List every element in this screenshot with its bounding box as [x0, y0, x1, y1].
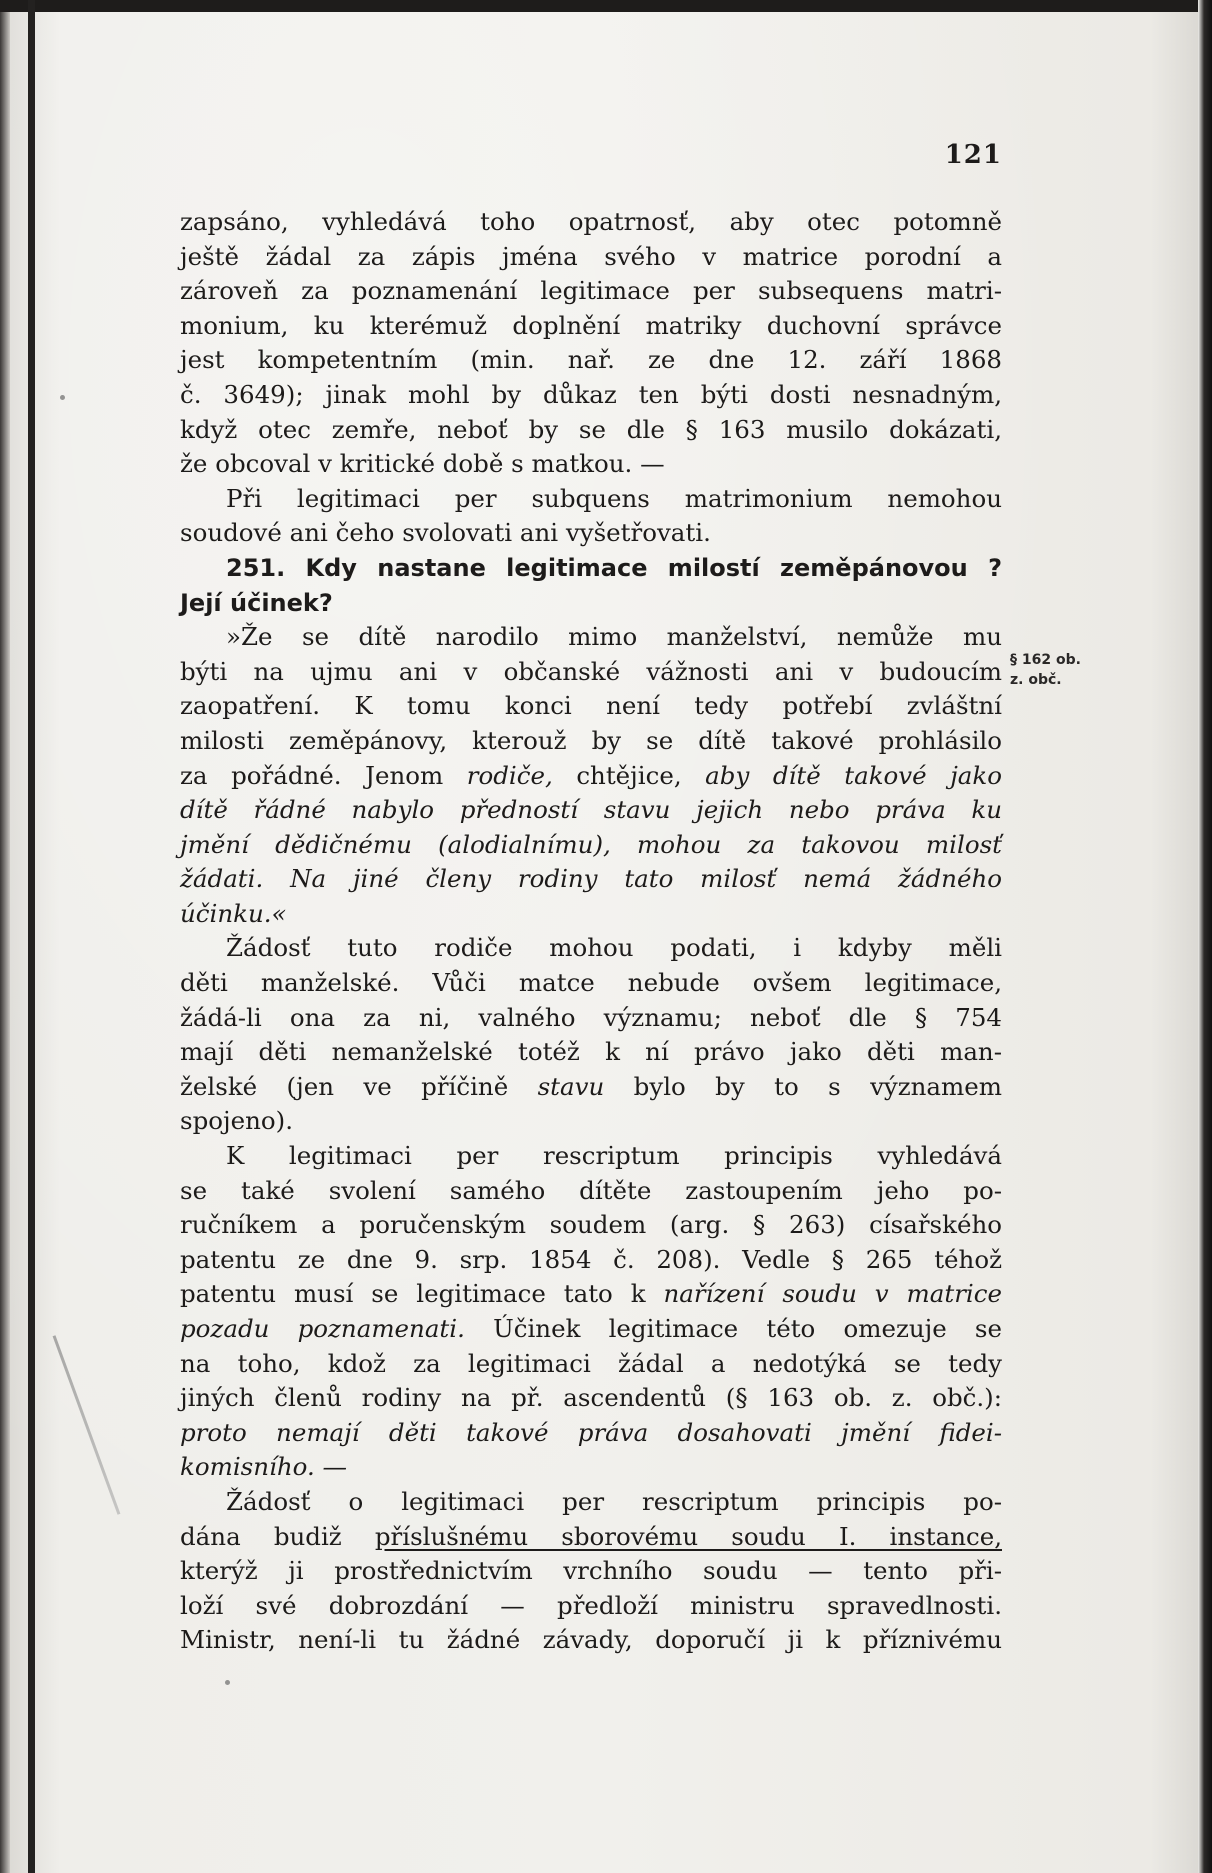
text-line: Žádosť o legitimaci per rescriptum principis po- — [226, 1486, 1002, 1516]
text-line: »Že se dítě narodilo mimo manželství, nemůže mu — [226, 622, 1002, 652]
text-line — [180, 1070, 1002, 1105]
text-line: patentu ze dne 9. srp. 1854 č. 208). Vedle § 265 téhož — [180, 1244, 1002, 1274]
scan-left-edge — [0, 0, 10, 1873]
margin-note-line: § 162 ob. — [1010, 652, 1081, 668]
text-line: když otec zemře, neboť by se dle § 163 musilo dokázati, — [180, 414, 1002, 444]
text-line: zároveň za poznamenání legitimace per subsequens matri- — [180, 276, 1002, 306]
text-segment: Účinek legitimace této omezuje se — [464, 1314, 1002, 1343]
text-line: loží své dobrozdání — předloží ministru spravedlnosti. — [180, 1590, 1002, 1620]
text-line: č. 3649); jinak mohl by důkaz ten býti dosti nesnadným, — [180, 379, 1002, 409]
text-segment: dána budiž — [180, 1521, 375, 1551]
text-line: jiných členů rodiny na př. ascendentů (§ 163 ob. z. obč.): — [180, 1383, 1002, 1413]
text-line: zaopatření. K tomu konci není tedy potřebí zvláštní — [180, 691, 1002, 721]
scan-top-border — [0, 0, 1212, 12]
text-line — [180, 1277, 1002, 1312]
scan-right-edge — [1198, 0, 1212, 1873]
text-line: že obcoval v kritické době s matkou. — — [180, 449, 665, 479]
text-segment: aby dítě takové jako — [705, 760, 1002, 790]
text-segment: za pořádné. Jenom — [180, 760, 467, 790]
text-segment: pozadu poznamenati. — [180, 1314, 465, 1343]
text-line: býti na ujmu ani v občanské vážnosti ani v budoucím — [180, 656, 1002, 686]
text-line: soudové ani čeho svolovati ani vyšetřovati. — [180, 518, 711, 548]
text-segment: stavu — [537, 1071, 605, 1101]
text-line: proto nemají děti takové práva dosahovati jmění fidei- — [180, 1417, 1002, 1447]
text-line: K legitimaci per rescriptum principis vyhledává — [226, 1141, 1002, 1171]
text-line: žádá-li ona za ni, valného významu; neboť dle § 754 — [180, 1002, 1002, 1032]
text-line: komisního. — — [180, 1452, 348, 1482]
text-line — [180, 759, 1002, 794]
section-heading-line: 251. Kdy nastane legitimace milostí zeměpánovou ? — [226, 553, 1002, 582]
text-segment: patentu musí se legitimace tato k — [180, 1279, 664, 1309]
text-line: spojeno). — [180, 1106, 293, 1136]
text-line: jest kompetentním (min. nař. ze dne 12. září 1868 — [180, 345, 1002, 375]
text-line: ještě žádal za zápis jména svého v matrice porodní a — [180, 241, 1002, 271]
margin-note-line: z. obč. — [1010, 672, 1062, 688]
text-line: milosti zeměpánovy, kterouž by se dítě takové prohlásilo — [180, 725, 1002, 755]
text-line: žádati. Na jiné členy rodiny tato milosť nemá žádného — [180, 864, 1002, 894]
section-heading-line: Její účinek? — [180, 588, 333, 617]
text-line: zapsáno, vyhledává toho opatrnosť, aby otec potomně — [180, 207, 1002, 236]
text-line: monium, ku kterémuž doplnění matriky duchovní správce — [180, 310, 1002, 340]
page-number: 121 — [944, 140, 1002, 170]
text-line: dítě řádné nabylo předností stavu jejich nebo práva ku — [180, 795, 1002, 825]
text-line: Žádosť tuto rodiče mohou podati, i kdyby měli — [226, 933, 1002, 963]
text-line: děti manželské. Vůči matce nebude ovšem legitimace, — [180, 968, 1002, 998]
body-text — [180, 205, 1002, 1658]
text-segment: bylo by to s významem — [604, 1071, 1003, 1101]
text-segment: rodiče, — [466, 760, 553, 790]
text-segment: nařízení soudu v matrice — [663, 1279, 1002, 1309]
text-line — [180, 1520, 1002, 1555]
speck — [60, 395, 65, 400]
text-line: účinku.« — [180, 898, 287, 928]
text-segment: chtějice, — [552, 760, 706, 790]
text-segment: želské (jen ve příčině — [180, 1071, 538, 1101]
text-line: Při legitimaci per subquens matrimonium nemohou — [226, 483, 1002, 513]
text-line: ručníkem a poručenským soudem (arg. § 263) císařského — [180, 1210, 1002, 1240]
margin-note — [1010, 650, 1130, 690]
text-line: na toho, kdož za legitimaci žádal a nedotýká se tedy — [180, 1348, 1002, 1378]
pencil-mark — [53, 1335, 121, 1515]
text-line — [180, 1312, 1002, 1347]
speck — [225, 1680, 230, 1685]
text-line: jmění dědičnému (alodialnímu), mohou za takovou milosť — [180, 829, 1002, 859]
scan-binding-line — [28, 0, 35, 1873]
text-segment: příslušnému sborovému soudu I. instance, — [374, 1521, 1002, 1551]
text-line: kterýž ji prostřednictvím vrchního soudu — tento při- — [180, 1556, 1002, 1586]
text-line: mají děti nemanželské totéž k ní právo jako děti man- — [180, 1037, 1002, 1067]
text-line: Ministr, není-li tu žádné závady, doporučí ji k příznivému — [180, 1625, 1002, 1655]
text-line: se také svolení samého dítěte zastoupením jeho po- — [180, 1175, 1002, 1205]
